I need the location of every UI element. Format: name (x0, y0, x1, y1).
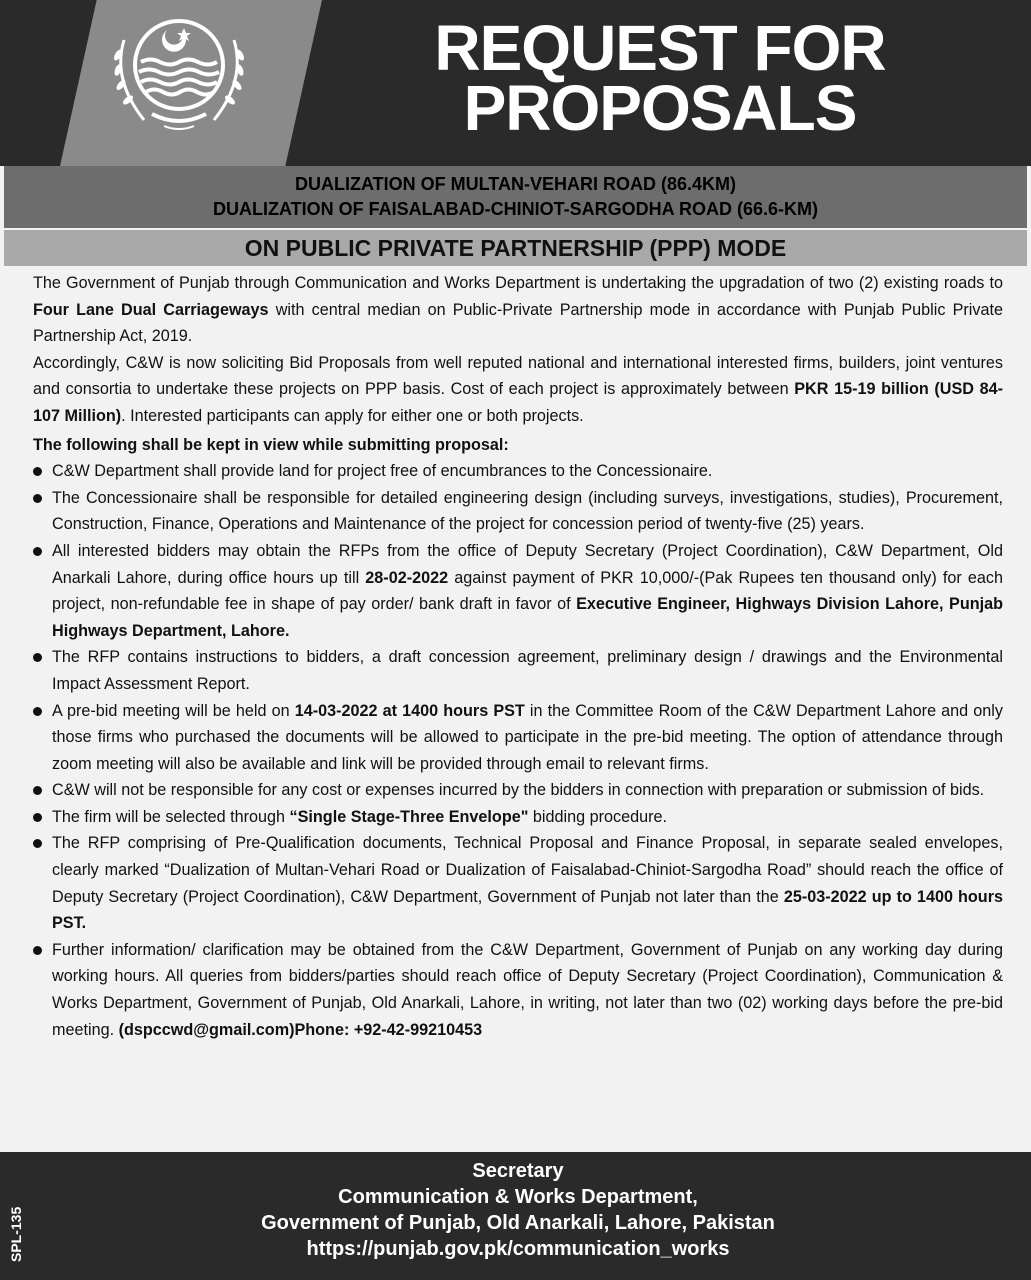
project-title-2: DUALIZATION OF FAISALABAD-CHINIOT-SARGODHA ROAD (66.6-KM) (213, 199, 818, 219)
title-line-2: PROPOSALS (463, 72, 857, 144)
intro-paragraph-1: The Government of Punjab through Communication and Works Department is undertaking the upgradation of two (2) existing roads to Four Lane Dual Carriageways with central median on Public-Private Partnership mode in accordance with Punjab Public Private Partnership Act, 2019. (33, 274, 1003, 346)
list-heading: The following shall be kept in view while submitting proposal: (33, 435, 509, 454)
project-titles (4, 166, 1027, 228)
footer-website: https://punjab.gov.pk/communication_works (306, 1238, 730, 1260)
list-item: Further information/ clarification may be obtained from the C&W Department, Government of Punjab on any working day during working hours. All queries from bidders/parties should reach office of Deputy Secretary (Project Coordination), Communication & Works Department, Government of Punjab, Old Anarkali, Lahore, in writing, not later than two (02) working days before the pre-bid meeting. (dspccwd@gmail.com)Phone: +92-42-99210453 (33, 937, 1003, 1043)
list-item: The firm will be selected through “Single Stage-Three Envelope" bidding procedure. (33, 804, 1003, 831)
title-line-1: REQUEST FOR (434, 12, 886, 84)
footer-band (0, 1152, 1031, 1280)
punjab-government-emblem-icon (104, 10, 254, 140)
list-item: C&W Department shall provide land for project free of encumbrances to the Concessionaire. (33, 458, 1003, 485)
footer-signatory: Secretary (472, 1160, 564, 1182)
page-title (380, 12, 940, 144)
mode-banner: ON PUBLIC PRIVATE PARTNERSHIP (PPP) MODE (4, 230, 1027, 266)
list-item: C&W will not be responsible for any cost or expenses incurred by the bidders in connection with preparation or submission of bids. (33, 777, 1003, 804)
list-item: A pre-bid meeting will be held on 14-03-2022 at 1400 hours PST in the Committee Room of the C&W Department Lahore and only those firms who purchased the documents will be allowed to participate in the pre-bid meeting. The option of attendance through zoom meeting will also be available and link will be provided through email to relevant firms. (33, 698, 1003, 778)
ad-code: SPL-135 (8, 1206, 24, 1262)
conditions-list (33, 458, 1003, 1043)
list-item: All interested bidders may obtain the RFPs from the office of Deputy Secretary (Project Coordination), C&W Department, Old Anarkali Lahore, during office hours up till 28-02-2022 against payment of PKR 10,000/-(Pak Rupees ten thousand only) for each project, non-refundable fee in shape of pay order/ bank draft in favor of Executive Engineer, Highways Division Lahore, Punjab Highways Department, Lahore. (33, 538, 1003, 644)
header-band (0, 0, 1031, 166)
footer-address: Government of Punjab, Old Anarkali, Lahore, Pakistan (261, 1212, 775, 1234)
project-title-1: DUALIZATION OF MULTAN-VEHARI ROAD (86.4KM) (295, 174, 736, 194)
list-item: The RFP contains instructions to bidders, a draft concession agreement, preliminary design / drawings and the Environmental Impact Assessment Report. (33, 644, 1003, 697)
list-item: The Concessionaire shall be responsible for detailed engineering design (including surveys, investigations, studies), Procurement, Construction, Finance, Operations and Maintenance of the project for concession period of twenty-five (25) years. (33, 485, 1003, 538)
list-item: The RFP comprising of Pre-Qualification documents, Technical Proposal and Finance Proposal, in separate sealed envelopes, clearly marked “Dualization of Multan-Vehari Road or Dualization of Faisalabad-Chiniot-Sargodha Road” should reach the office of Deputy Secretary (Project Coordination), C&W Department, Government of Punjab not later than the 25-03-2022 up to 1400 hours PST. (33, 830, 1003, 936)
intro-paragraph-2: Accordingly, C&W is now soliciting Bid Proposals from well reputed national and international interested firms, builders, joint ventures and consortia to undertake these projects on PPP basis. Cost of each project is approximately between PKR 15-19 billion (USD 84-107 Million). Interested participants can apply for either one or both projects. (33, 353, 1004, 425)
notice-body (33, 270, 1003, 1043)
footer-department: Communication & Works Department, (338, 1186, 698, 1208)
